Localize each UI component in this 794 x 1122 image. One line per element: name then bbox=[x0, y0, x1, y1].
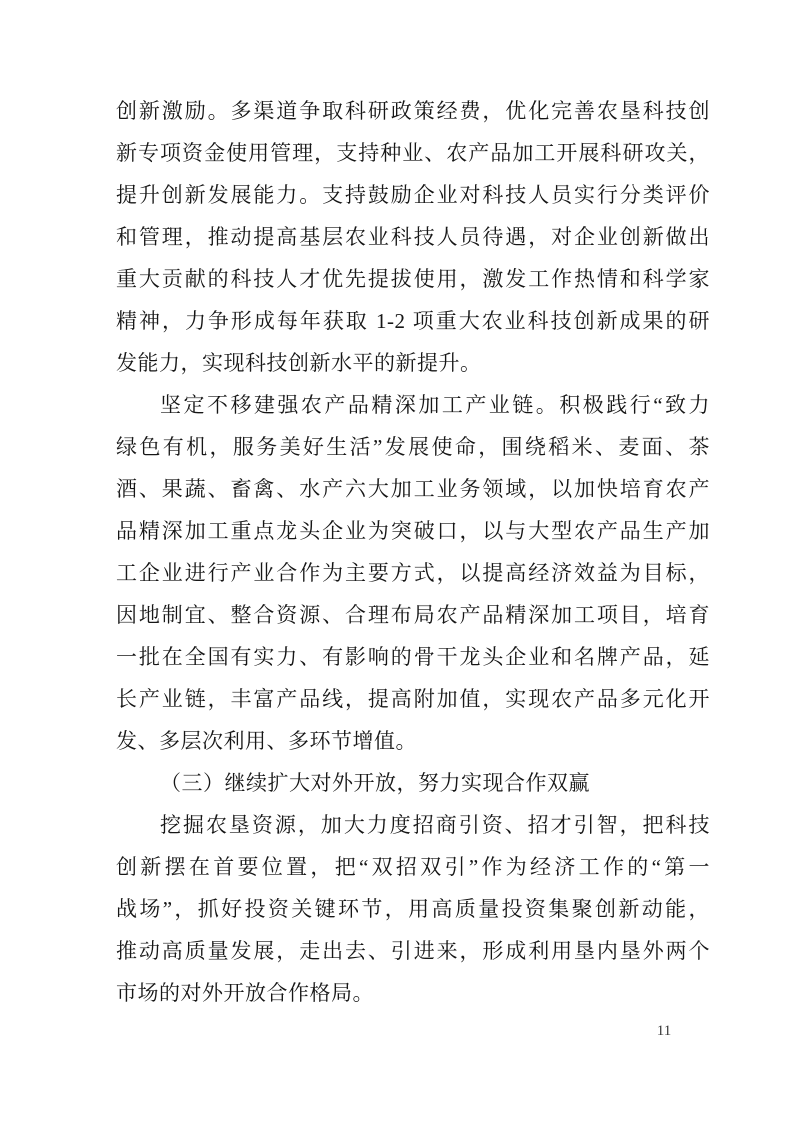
text-line: 坚定不移建强农产品精深加工产业链。积极践行“致力 bbox=[160, 393, 710, 417]
text-line: 提升创新发展能力。支持鼓励企业对科技人员实行分类评价 bbox=[116, 183, 710, 207]
text-line: 酒、果蔬、畜禽、水产六大加工业务领域，以加快培育农产 bbox=[116, 477, 710, 501]
text-line: 创新激励。多渠道争取科研政策经费，优化完善农垦科技创 bbox=[116, 99, 710, 123]
text-line: 一批在全国有实力、有影响的骨干龙头企业和名牌产品，延 bbox=[116, 645, 710, 669]
text-line: 战场”，抓好投资关键环节，用高质量投资集聚创新动能， bbox=[116, 897, 710, 921]
text-line: 和管理，推动提高基层农业科技人员待遇，对企业创新做出 bbox=[116, 225, 710, 249]
text-line: 新专项资金使用管理，支持种业、农产品加工开展科研攻关， bbox=[116, 141, 710, 165]
text-line: 精神，力争形成每年获取 1-2 项重大农业科技创新成果的研 bbox=[116, 309, 710, 333]
text-line: 绿色有机，服务美好生活”发展使命，围绕稻米、麦面、茶 bbox=[116, 435, 710, 459]
body-paragraph bbox=[116, 90, 710, 384]
text-line: 市场的对外开放合作格局。 bbox=[116, 981, 374, 1005]
text-line: 品精深加工重点龙头企业为突破口，以与大型农产品生产加 bbox=[116, 519, 710, 543]
body-paragraph bbox=[116, 384, 710, 762]
body-paragraph bbox=[116, 804, 710, 1014]
page-number: 11 bbox=[656, 1023, 672, 1039]
document-body bbox=[116, 90, 710, 1014]
section-heading bbox=[116, 762, 710, 804]
text-line: 长产业链，丰富产品线，提高附加值，实现农产品多元化开 bbox=[116, 687, 710, 711]
text-line: 工企业进行产业合作为主要方式，以提高经济效益为目标， bbox=[116, 561, 710, 585]
text-line: 重大贡献的科技人才优先提拔使用，激发工作热情和科学家 bbox=[116, 267, 710, 291]
text-line: 推动高质量发展，走出去、引进来，形成利用垦内垦外两个 bbox=[116, 939, 710, 963]
text-line: 发、多层次利用、多环节增值。 bbox=[116, 729, 417, 753]
text-line: 发能力，实现科技创新水平的新提升。 bbox=[116, 351, 482, 375]
text-line: 挖掘农垦资源，加大力度招商引资、招才引智，把科技 bbox=[160, 813, 710, 837]
text-line: （三）继续扩大对外开放，努力实现合作双赢 bbox=[160, 771, 590, 795]
text-line: 因地制宜、整合资源、合理布局农产品精深加工项目，培育 bbox=[116, 603, 710, 627]
text-line: 创新摆在首要位置，把“双招双引”作为经济工作的“第一 bbox=[116, 855, 710, 879]
